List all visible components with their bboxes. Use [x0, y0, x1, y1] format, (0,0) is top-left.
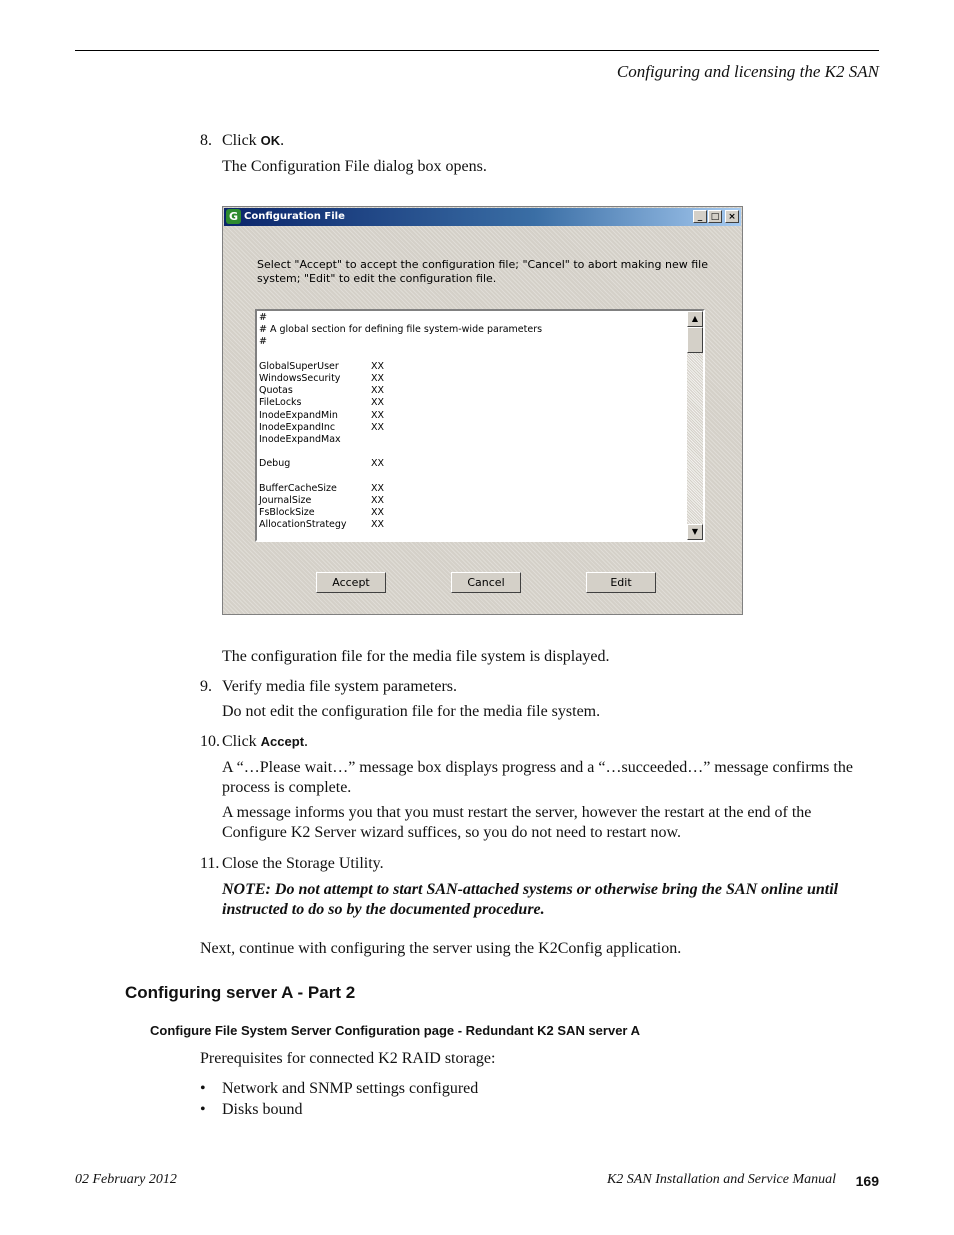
config-line-value: XX	[371, 519, 385, 531]
step-10-number: 10.	[200, 733, 220, 750]
section-heading: Configuring server A - Part 2	[125, 983, 356, 1002]
config-line-key: InodeExpandMax	[259, 434, 341, 445]
page-number: 169	[855, 1173, 879, 1189]
step-8-click: Click	[222, 132, 257, 149]
config-file-listbox[interactable]	[255, 309, 705, 542]
config-line-value: XX	[371, 482, 385, 494]
config-line-key: FsBlockSize	[259, 507, 315, 519]
config-line-value: XX	[371, 495, 385, 506]
minimize-icon[interactable]: _	[693, 210, 707, 223]
dialog-titlebar[interactable]	[224, 208, 741, 226]
step-9-sub: Do not edit the configuration file for the media file system.	[222, 703, 601, 720]
step-8-text	[222, 131, 284, 151]
app-g-icon: G	[226, 209, 241, 224]
config-line-value: XX	[371, 385, 385, 397]
scroll-up-icon[interactable]: ▲	[687, 311, 703, 327]
running-header: Configuring and licensing the K2 SAN	[616, 62, 879, 81]
config-line-key: WindowsSecurity	[259, 373, 341, 384]
header-rule	[75, 50, 879, 51]
config-line-value: XX	[371, 373, 385, 384]
edit-button[interactable]: Edit	[586, 572, 656, 593]
next-paragraph: Next, continue with configuring the server using the K2Config application.	[200, 940, 682, 957]
dialog-instructions: Select "Accept" to accept the configuration file; "Cancel" to abort making new file system; "Edit" to edit the configuration file.	[257, 258, 708, 285]
step-10-text	[222, 732, 308, 752]
config-line-value: XX	[371, 458, 385, 470]
config-line-value: XX	[371, 507, 385, 519]
note-text: NOTE: Do not attempt to start SAN-attached systems or otherwise bring the SAN online until instructed to do so by the documented procedure.	[222, 881, 839, 918]
bullet-item: Disks bound	[222, 1101, 303, 1118]
step-10-para-2: A message informs you that you must restart the server, however the restart at the end of the Configure K2 Server wizard suffices, so you do not need to restart now.	[222, 804, 812, 841]
step-11-number: 11.	[200, 855, 220, 872]
bullet-marker: •	[200, 1101, 206, 1118]
footer-date: 02 February 2012	[75, 1172, 177, 1187]
configuration-file-dialog	[222, 206, 743, 615]
step-9-number: 9.	[200, 678, 212, 695]
vertical-scrollbar[interactable]	[687, 311, 703, 540]
config-line-key: GlobalSuperUser	[259, 360, 339, 372]
prereq-text: Prerequisites for connected K2 RAID storage:	[200, 1050, 496, 1067]
accept-button-reference: Accept	[260, 734, 305, 749]
config-line-key: #	[259, 312, 267, 323]
config-line-value: XX	[371, 421, 385, 433]
config-line-value: XX	[371, 409, 385, 421]
footer-manual-title: K2 SAN Installation and Service Manual	[606, 1172, 836, 1187]
config-line-key: # A global section for defining file system-wide parameters	[259, 324, 543, 336]
config-line-key: AllocationStrategy	[259, 519, 347, 531]
step-11-text: Close the Storage Utility.	[222, 855, 384, 872]
config-line-value: XX	[371, 360, 385, 372]
close-icon[interactable]: ×	[725, 210, 739, 223]
cancel-button[interactable]: Cancel	[451, 572, 521, 593]
bullet-item: Network and SNMP settings configured	[222, 1080, 479, 1097]
config-line-key: Quotas	[259, 385, 293, 397]
config-line-key: JournalSize	[259, 495, 312, 506]
step-8-period: .	[280, 132, 285, 149]
after-dialog-text: The configuration file for the media file system is displayed.	[222, 648, 610, 665]
config-line-key: FileLocks	[259, 397, 302, 409]
step-10-click: Click	[222, 733, 257, 750]
config-line-key: #	[259, 336, 267, 348]
step-8-number: 8.	[200, 132, 212, 149]
dialog-title: Configuration File	[244, 211, 345, 222]
subsection-heading: Configure File System Server Configuration page - Redundant K2 SAN server A	[150, 1023, 641, 1038]
accept-button[interactable]: Accept	[316, 572, 386, 593]
config-line-key: InodeExpandInc	[259, 421, 336, 433]
scroll-thumb[interactable]	[687, 327, 703, 353]
scroll-down-icon[interactable]: ▼	[687, 524, 703, 540]
config-line-value: XX	[371, 397, 385, 409]
maximize-icon[interactable]: □	[708, 210, 722, 223]
step-10-period: .	[304, 733, 309, 750]
bullet-marker: •	[200, 1080, 206, 1097]
ok-button-reference: OK	[260, 133, 281, 148]
step-9-text: Verify media file system parameters.	[222, 678, 458, 695]
config-line-key: BufferCacheSize	[259, 482, 337, 494]
step-8-result: The Configuration File dialog box opens.	[222, 158, 487, 175]
config-line-key: Debug	[259, 458, 291, 470]
step-10-para-1: A “…Please wait…” message box displays progress and a “…succeeded…” message confirms the process is complete.	[222, 759, 853, 796]
config-line-key: InodeExpandMin	[259, 409, 338, 421]
